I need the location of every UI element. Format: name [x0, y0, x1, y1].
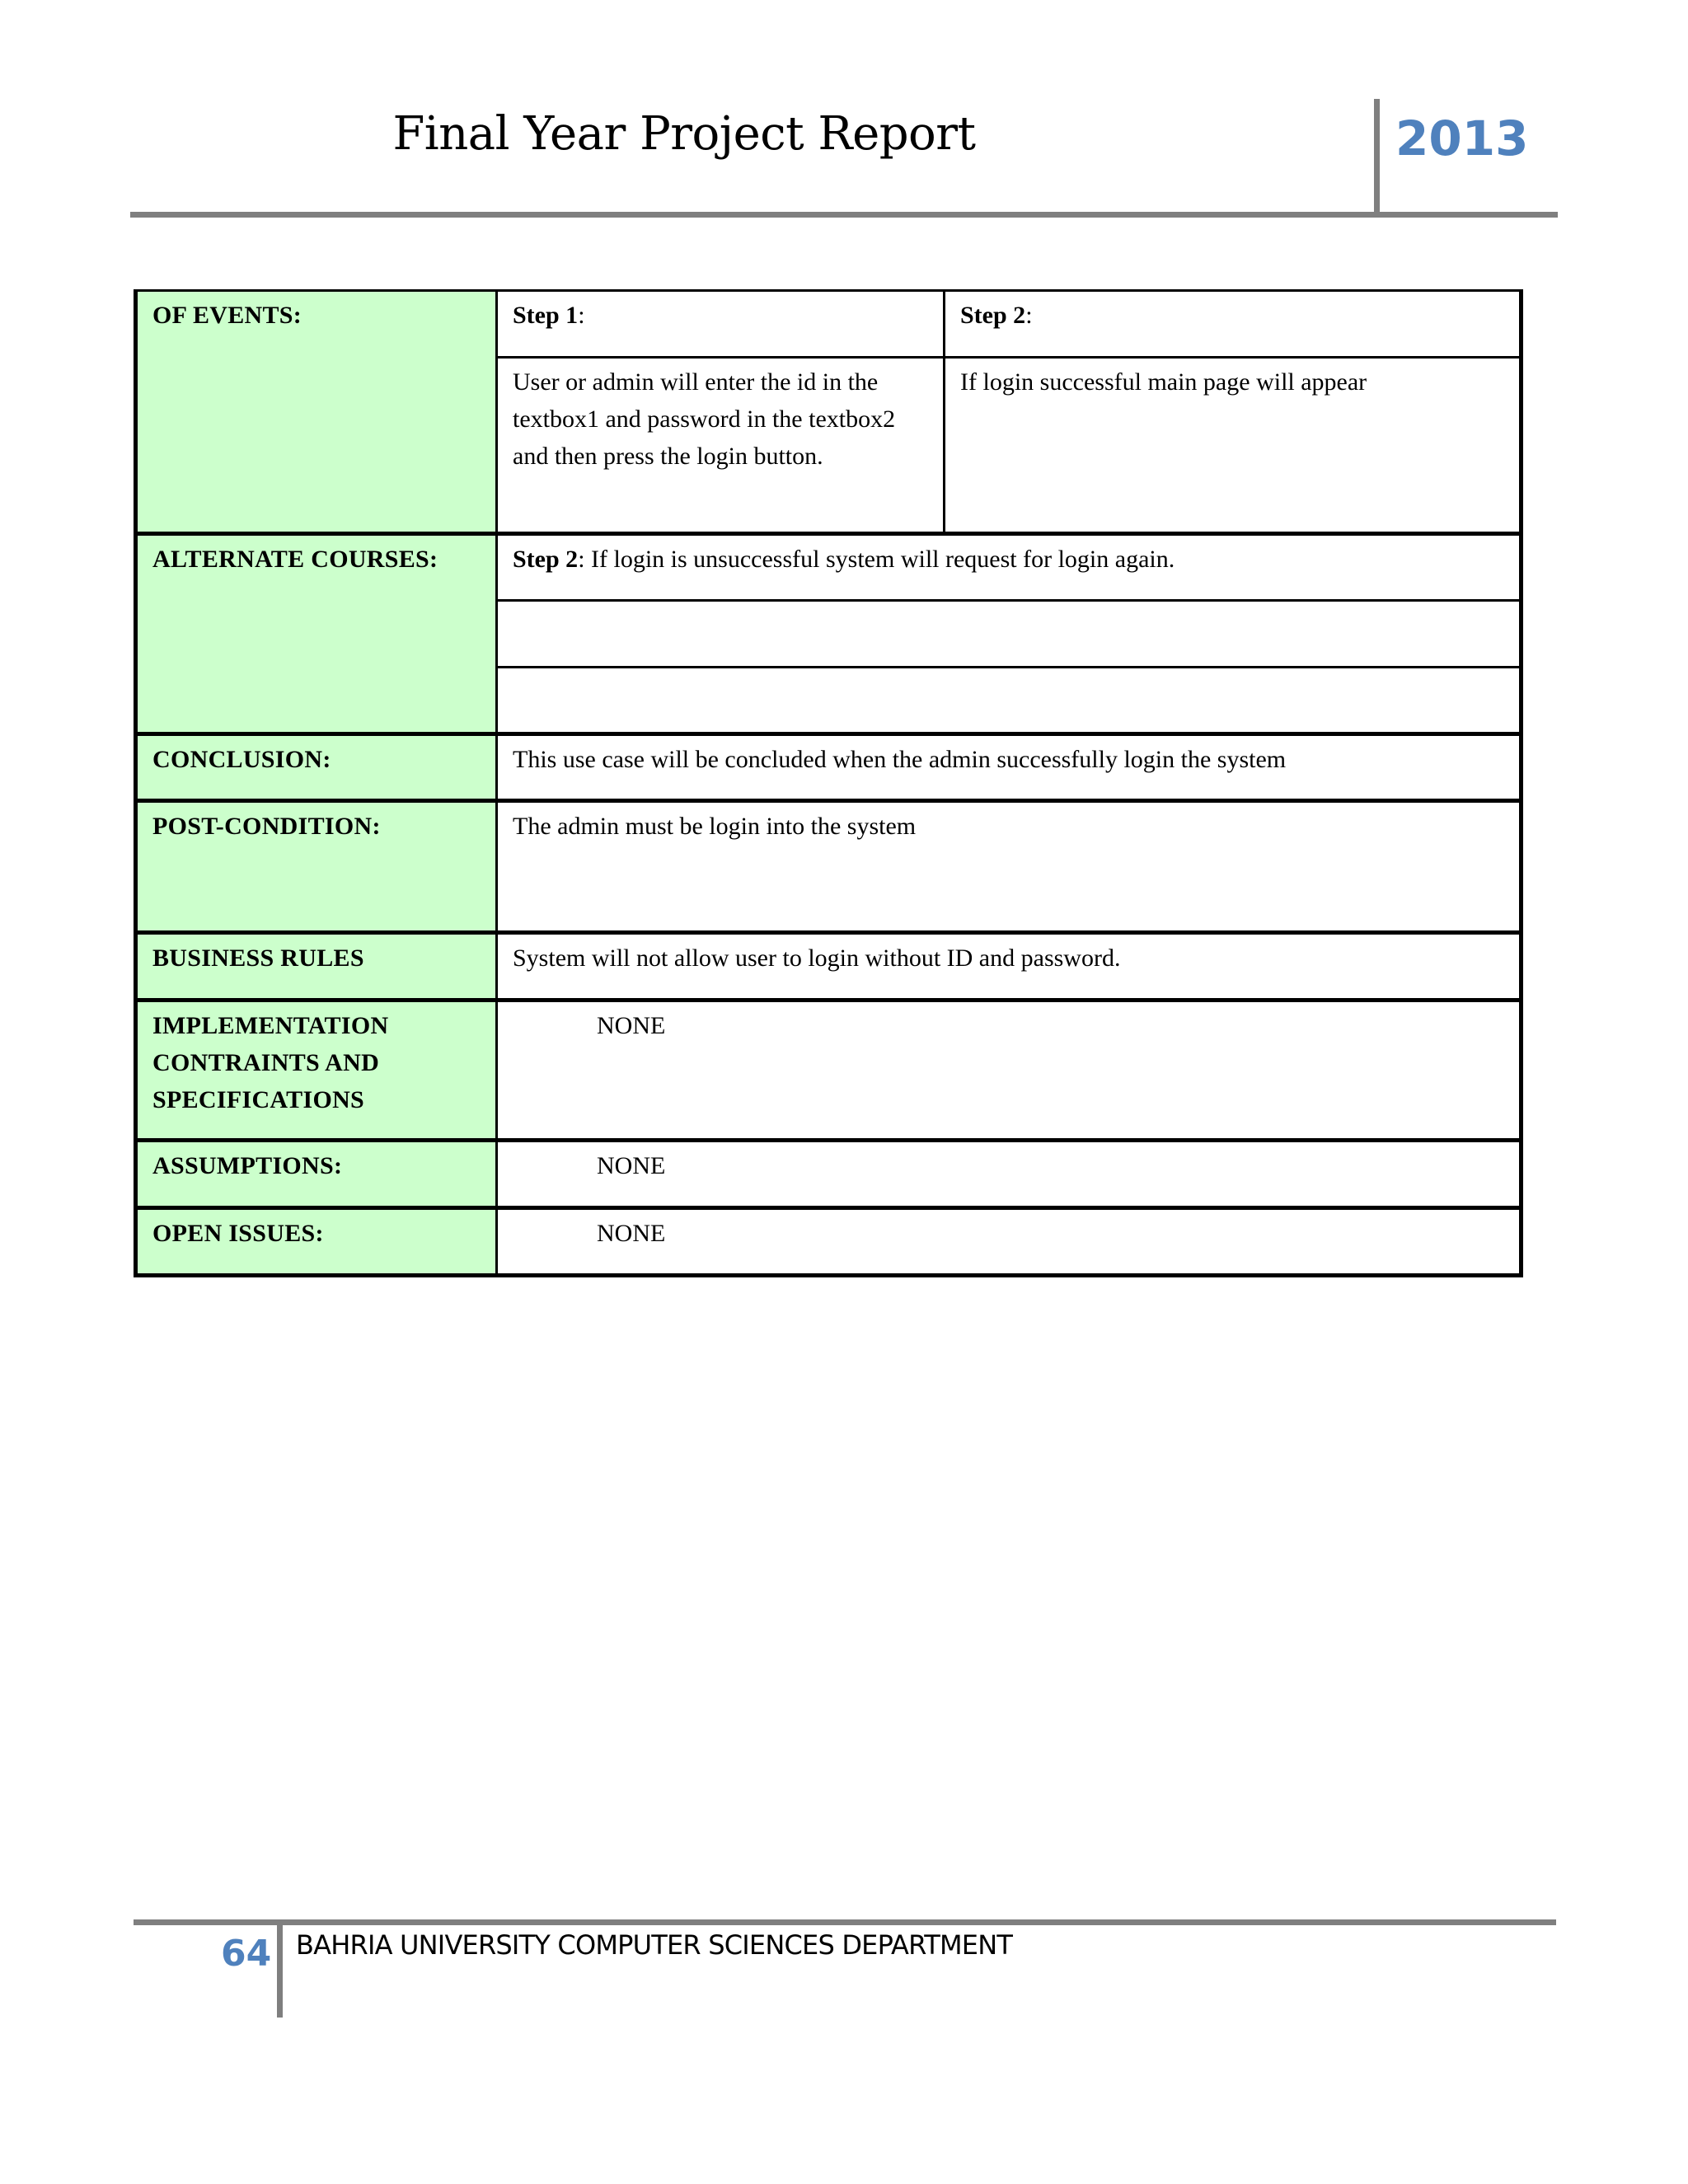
conclusion-label: CONCLUSION:: [136, 734, 497, 801]
alternate-course-step: [497, 534, 1522, 601]
assumptions-value: NONE: [497, 1141, 1522, 1208]
flow-of-events-label: OF EVENTS:: [136, 291, 497, 534]
table-row-open-issues: [136, 1208, 1522, 1276]
step1-text: User or admin will enter the id in the textbox1 and password in the textbox2 and then press the login button.: [497, 358, 945, 534]
step2-header-cell: [945, 291, 1522, 358]
step1-header-cell: [497, 291, 945, 358]
assumptions-label: ASSUMPTIONS:: [136, 1141, 497, 1208]
report-title: Final Year Project Report: [392, 107, 976, 161]
table-row-flow-header: [136, 291, 1522, 358]
open-issues-label: OPEN ISSUES:: [136, 1208, 497, 1276]
implementation-label: IMPLEMENTATION CONTRAINTS AND SPECIFICATIONS: [136, 1001, 497, 1141]
header-horizontal-rule: [130, 212, 1558, 218]
header-vertical-divider: [1374, 99, 1380, 216]
table-row-conclusion: [136, 734, 1522, 801]
implementation-value: NONE: [497, 1001, 1522, 1141]
step1-title: Step 1: [513, 302, 579, 329]
footer-horizontal-rule: [134, 1919, 1556, 1925]
post-condition-value: The admin must be login into the system: [497, 801, 1522, 933]
step2-title: Step 2: [960, 302, 1026, 329]
business-rules-label: BUSINESS RULES: [136, 933, 497, 1001]
step2-text: If login successful main page will appear: [945, 358, 1522, 534]
post-condition-label: POST-CONDITION:: [136, 801, 497, 933]
table-row-alternate: [136, 534, 1522, 601]
footer-vertical-divider: [277, 1925, 283, 2018]
business-rules-value: System will not allow user to login without ID and password.: [497, 933, 1522, 1001]
page-number: 64: [221, 1933, 272, 1975]
step2-colon: :: [1025, 302, 1033, 329]
table-row-business-rules: [136, 933, 1522, 1001]
alternate-step-text: : If login is unsuccessful system will request for login again.: [578, 546, 1175, 573]
use-case-table: [134, 289, 1523, 1277]
table-row-post-condition: [136, 801, 1522, 933]
open-issues-value: NONE: [497, 1208, 1522, 1276]
table-row-assumptions: [136, 1141, 1522, 1208]
report-year: 2013: [1395, 110, 1529, 166]
table-row-implementation: [136, 1001, 1522, 1141]
alternate-courses-label: ALTERNATE COURSES:: [136, 534, 497, 734]
alternate-empty-cell-2: [497, 668, 1522, 734]
alternate-empty-cell-1: [497, 601, 1522, 668]
step1-colon: :: [578, 302, 585, 329]
department-name: BAHRIA UNIVERSITY COMPUTER SCIENCES DEPARTMENT: [296, 1929, 1013, 1961]
alternate-step-title: Step 2: [513, 546, 579, 573]
conclusion-value: This use case will be concluded when the admin successfully login the system: [497, 734, 1522, 801]
